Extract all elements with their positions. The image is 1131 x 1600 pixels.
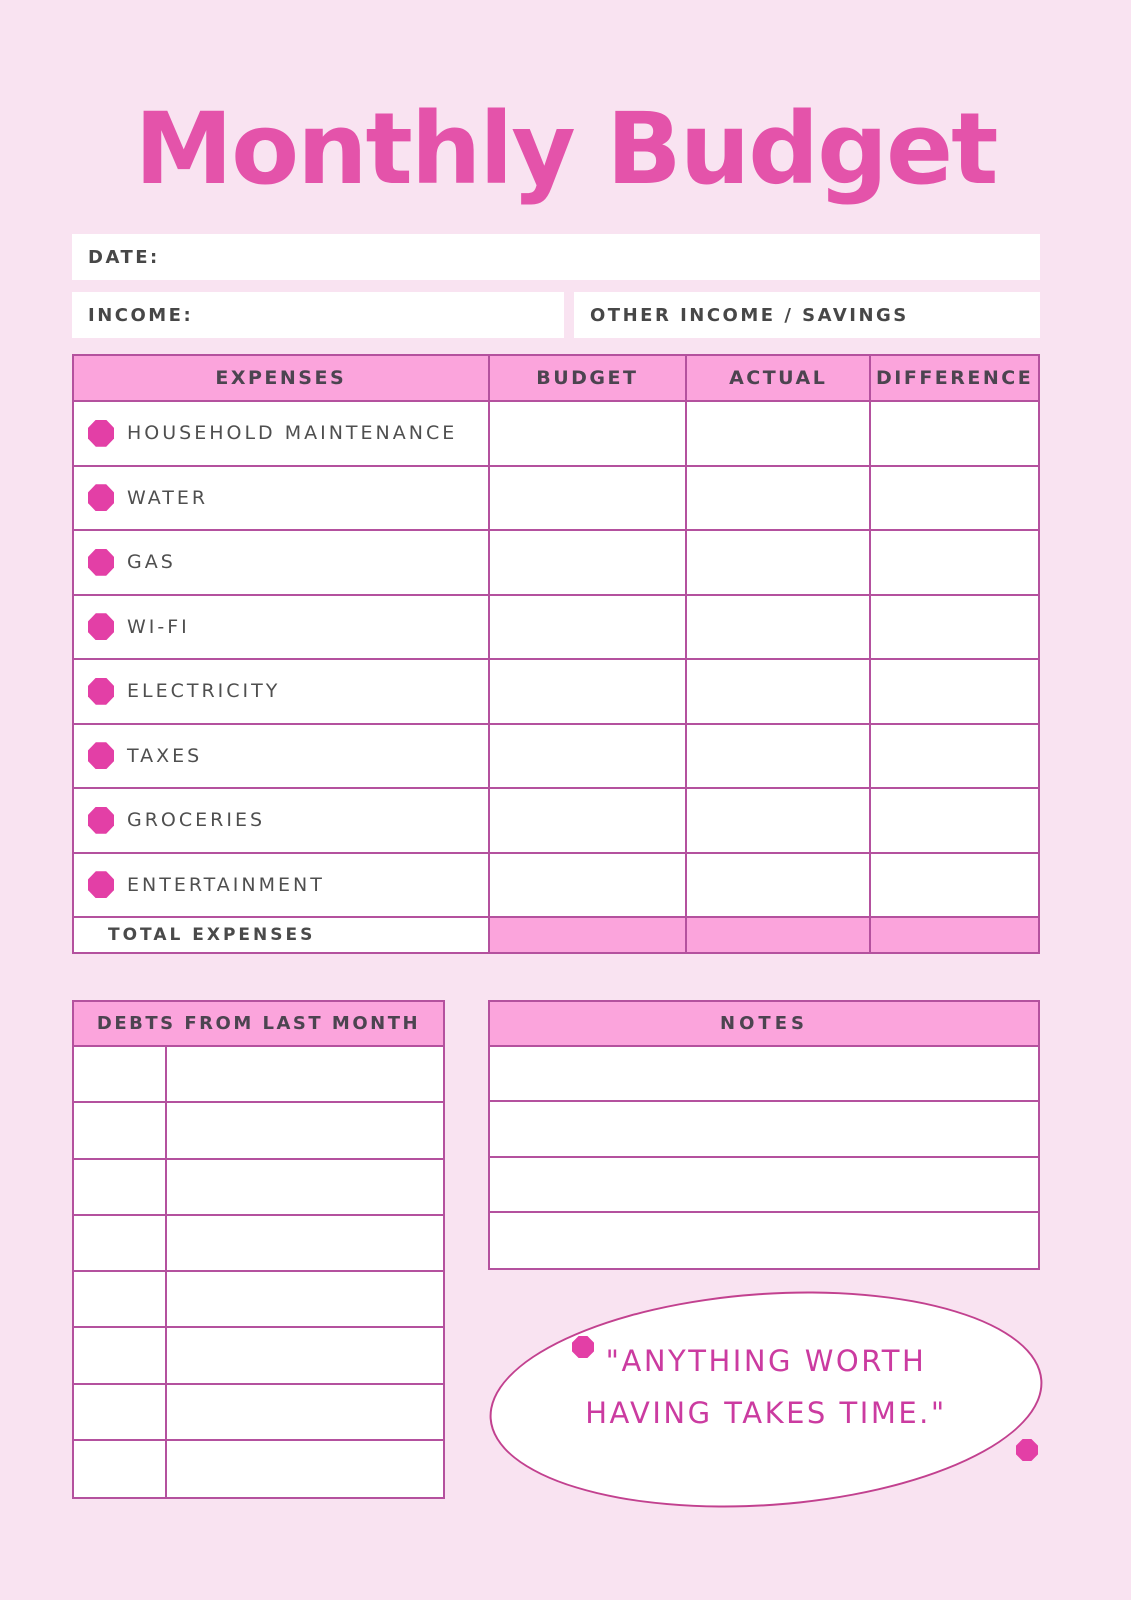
difference-cell[interactable] xyxy=(869,467,1038,530)
debt-row xyxy=(74,1216,443,1272)
octagon-bullet-icon xyxy=(88,871,114,898)
octagon-bullet-icon xyxy=(88,484,114,511)
debt-description-cell[interactable] xyxy=(165,1441,443,1497)
expense-label: WI-FI xyxy=(127,615,190,638)
expense-row-gas xyxy=(74,531,1038,596)
quote-text: "ANYTHING WORTH HAVING TAKES TIME." xyxy=(585,1344,947,1431)
budget-cell[interactable] xyxy=(488,467,686,530)
total-difference-cell[interactable] xyxy=(869,918,1038,952)
octagon-bullet-icon xyxy=(88,678,114,705)
income-label: INCOME: xyxy=(88,304,194,326)
total-expenses-row xyxy=(74,918,1038,952)
debt-description-cell[interactable] xyxy=(165,1160,443,1214)
debt-description-cell[interactable] xyxy=(165,1047,443,1101)
actual-cell[interactable] xyxy=(685,467,869,530)
debt-description-cell[interactable] xyxy=(165,1103,443,1157)
expense-label-cell xyxy=(74,467,488,530)
budget-cell[interactable] xyxy=(488,531,686,594)
page-title: Monthly Budget xyxy=(134,92,997,207)
debt-description-cell[interactable] xyxy=(165,1272,443,1326)
debt-amount-cell[interactable] xyxy=(74,1385,165,1439)
difference-cell[interactable] xyxy=(869,725,1038,788)
notes-section xyxy=(488,1000,1040,1270)
debt-row xyxy=(74,1272,443,1328)
debt-description-cell[interactable] xyxy=(165,1216,443,1270)
debt-row xyxy=(74,1441,443,1497)
debt-amount-cell[interactable] xyxy=(74,1047,165,1101)
difference-cell[interactable] xyxy=(869,531,1038,594)
other-income-savings-field[interactable] xyxy=(574,292,1040,338)
debt-amount-cell[interactable] xyxy=(74,1103,165,1157)
expense-row-entertainment xyxy=(74,854,1038,919)
expense-label-cell xyxy=(74,725,488,788)
total-expenses-label: TOTAL EXPENSES xyxy=(74,918,488,952)
total-actual-cell[interactable] xyxy=(685,918,869,952)
debt-row xyxy=(74,1385,443,1441)
income-field[interactable] xyxy=(72,292,564,338)
expense-label: TAXES xyxy=(127,744,203,767)
notes-line[interactable] xyxy=(490,1047,1038,1102)
expenses-header-row xyxy=(74,356,1038,402)
debts-table-title: DEBTS FROM LAST MONTH xyxy=(74,1002,443,1047)
pink-dot-icon xyxy=(572,1336,594,1358)
actual-cell[interactable] xyxy=(685,660,869,723)
actual-cell[interactable] xyxy=(685,725,869,788)
expense-label-cell xyxy=(74,660,488,723)
debt-row xyxy=(74,1047,443,1103)
column-header-actual: ACTUAL xyxy=(685,356,869,400)
expense-row-groceries xyxy=(74,789,1038,854)
octagon-bullet-icon xyxy=(88,420,114,447)
difference-cell[interactable] xyxy=(869,596,1038,659)
expense-label: ELECTRICITY xyxy=(127,680,281,703)
column-header-budget: BUDGET xyxy=(488,356,686,400)
expense-label-cell xyxy=(74,531,488,594)
debt-description-cell[interactable] xyxy=(165,1385,443,1439)
expense-label: GROCERIES xyxy=(127,809,266,832)
octagon-bullet-icon xyxy=(88,807,114,834)
budget-cell[interactable] xyxy=(488,854,686,917)
debt-row xyxy=(74,1328,443,1384)
expense-label-cell xyxy=(74,596,488,659)
expense-row-electricity xyxy=(74,660,1038,725)
notes-line[interactable] xyxy=(490,1158,1038,1213)
budget-cell[interactable] xyxy=(488,660,686,723)
difference-cell[interactable] xyxy=(869,854,1038,917)
debt-amount-cell[interactable] xyxy=(74,1441,165,1497)
notes-line[interactable] xyxy=(490,1102,1038,1157)
notes-title: NOTES xyxy=(490,1002,1038,1047)
expense-label-cell xyxy=(74,789,488,852)
expense-label: HOUSEHOLD MAINTENANCE xyxy=(127,422,458,445)
notes-line[interactable] xyxy=(490,1213,1038,1268)
actual-cell[interactable] xyxy=(685,402,869,465)
expenses-table xyxy=(72,354,1040,954)
actual-cell[interactable] xyxy=(685,789,869,852)
column-header-expenses: EXPENSES xyxy=(215,367,347,389)
debt-description-cell[interactable] xyxy=(165,1328,443,1382)
octagon-bullet-icon xyxy=(88,549,114,576)
expense-label-cell xyxy=(74,854,488,917)
expense-label: WATER xyxy=(127,486,209,509)
date-label: DATE: xyxy=(88,246,160,268)
expense-row-wifi xyxy=(74,596,1038,661)
difference-cell[interactable] xyxy=(869,660,1038,723)
expense-label: GAS xyxy=(127,551,176,574)
difference-cell[interactable] xyxy=(869,789,1038,852)
octagon-bullet-icon xyxy=(88,742,114,769)
budget-cell[interactable] xyxy=(488,596,686,659)
difference-cell[interactable] xyxy=(869,402,1038,465)
date-field[interactable] xyxy=(72,234,1040,280)
expense-label: ENTERTAINMENT xyxy=(127,873,325,896)
octagon-bullet-icon xyxy=(88,613,114,640)
debt-amount-cell[interactable] xyxy=(74,1160,165,1214)
actual-cell[interactable] xyxy=(685,531,869,594)
expense-row-taxes xyxy=(74,725,1038,790)
expense-row-water xyxy=(74,467,1038,532)
actual-cell[interactable] xyxy=(685,596,869,659)
actual-cell[interactable] xyxy=(685,854,869,917)
debt-amount-cell[interactable] xyxy=(74,1216,165,1270)
quote-ellipse xyxy=(482,1274,1050,1525)
expense-label-cell xyxy=(74,402,488,465)
pink-dot-icon xyxy=(1016,1439,1038,1461)
debt-amount-cell[interactable] xyxy=(74,1272,165,1326)
budget-cell[interactable] xyxy=(488,789,686,852)
budget-cell[interactable] xyxy=(488,725,686,788)
debts-table xyxy=(72,1000,445,1499)
column-header-difference: DIFFERENCE xyxy=(869,356,1038,400)
debt-amount-cell[interactable] xyxy=(74,1328,165,1382)
expense-row-household-maintenance xyxy=(74,402,1038,467)
debt-row xyxy=(74,1160,443,1216)
total-budget-cell[interactable] xyxy=(488,918,686,952)
debt-row xyxy=(74,1103,443,1159)
budget-cell[interactable] xyxy=(488,402,686,465)
other-income-savings-label: OTHER INCOME / SAVINGS xyxy=(590,304,909,326)
